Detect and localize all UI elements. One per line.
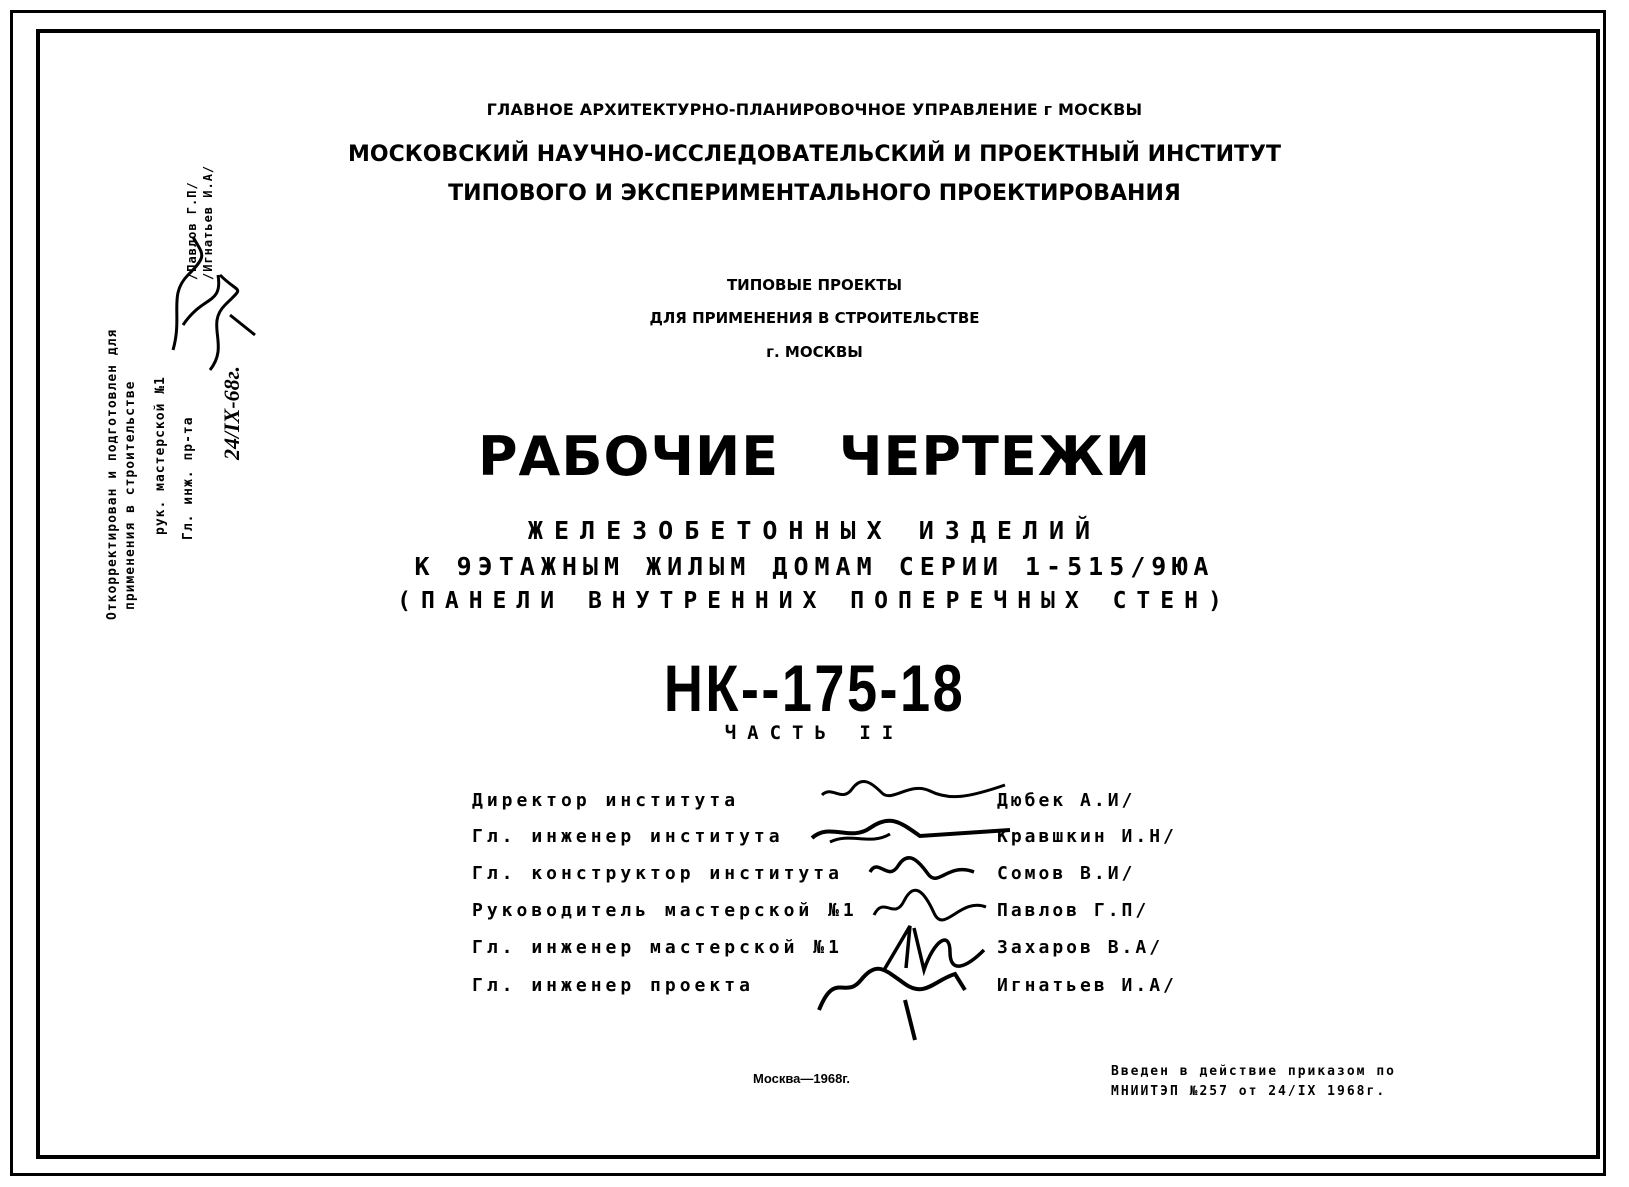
authority-line: ГЛАВНОЕ АРХИТЕКТУРНО-ПЛАНИРОВОЧНОЕ УПРАВЛЕНИЕ г МОСКВЫ: [486, 100, 1143, 119]
signature-role: Гл. конструктор института: [472, 863, 843, 884]
typical-projects-line-2: ДЛЯ ПРИМЕНЕНИЯ В СТРОИТЕЛЬСТВЕ: [649, 309, 980, 327]
stamp-line-1: Откорректирован и подготовлен для: [105, 328, 120, 620]
signature-name: Сомов В.И/: [997, 863, 1136, 884]
decree-line-1: Введен в действие приказом по: [1111, 1064, 1396, 1079]
signature-row: [472, 900, 1172, 934]
handwritten-signature: [868, 852, 978, 886]
signature-name: Павлов Г.П/: [997, 900, 1150, 921]
signature-name: Игнатьев И.А/: [997, 975, 1177, 996]
stamp-signature: [200, 265, 260, 375]
document-title: РАБОЧИЕ ЧЕРТЕЖИ: [477, 425, 1152, 488]
stamp-date: 24/IX-68г.: [219, 365, 244, 460]
signature-role: Руководитель мастерской №1: [472, 900, 858, 921]
city-year: Москва—1968г.: [753, 1071, 851, 1086]
signature-role: Гл. инженер проекта: [472, 975, 754, 996]
signature-name: Кравшкин И.Н/: [997, 826, 1177, 847]
typical-projects-line-1: ТИПОВЫЕ ПРОЕКТЫ: [726, 276, 903, 294]
project-code: НК--175-18: [663, 651, 966, 725]
stamp-line-2: применения в строительстве: [123, 380, 138, 610]
part-number: ЧАСТЬ II: [724, 722, 905, 744]
signature-role: Гл. инженер института: [472, 826, 784, 847]
correction-stamp: [105, 164, 255, 630]
institute-line-1: МОСКОВСКИЙ НАУЧНО-ИССЛЕДОВАТЕЛЬСКИЙ И ПРОЕКТНЫЙ ИНСТИТУТ: [348, 142, 1281, 167]
typical-projects-line-3: г. МОСКВЫ: [766, 343, 863, 361]
handwritten-signature: [815, 960, 985, 1040]
stamp-name-1: /Павлов Г.П/: [185, 181, 199, 280]
decree-line-2: МНИИТЭП №257 от 24/IX 1968г.: [1111, 1084, 1387, 1099]
subtitle-line-1: ЖЕЛЕЗОБЕТОННЫХ ИЗДЕЛИЙ: [527, 516, 1102, 545]
stamp-name-2: /Игнатьев И.А/: [201, 164, 215, 280]
institute-line-2: ТИПОВОГО И ЭКСПЕРИМЕНТАЛЬНОГО ПРОЕКТИРОВАНИЯ: [448, 181, 1181, 206]
decree-note: [1111, 1062, 1396, 1102]
handwritten-signature: [820, 775, 1010, 805]
handwritten-signature: [810, 812, 1010, 848]
signature-role: Гл. инженер мастерской №1: [472, 937, 843, 958]
signature-name: Захаров В.А/: [997, 937, 1164, 958]
signature-row: [472, 863, 1172, 897]
signature-role: Директор института: [472, 790, 740, 811]
stamp-line-4: Гл. инж. пр-та: [181, 416, 196, 540]
signature-name: Дюбек А.И/: [997, 790, 1136, 811]
subtitle-line-3: (ПАНЕЛИ ВНУТРЕННИХ ПОПЕРЕЧНЫХ СТЕН): [397, 588, 1232, 614]
stamp-line-3: рук. мастерской №1: [153, 376, 168, 535]
subtitle-line-2: К 9ЭТАЖНЫМ ЖИЛЫМ ДОМАМ СЕРИИ 1-515/9ЮА: [414, 552, 1215, 581]
